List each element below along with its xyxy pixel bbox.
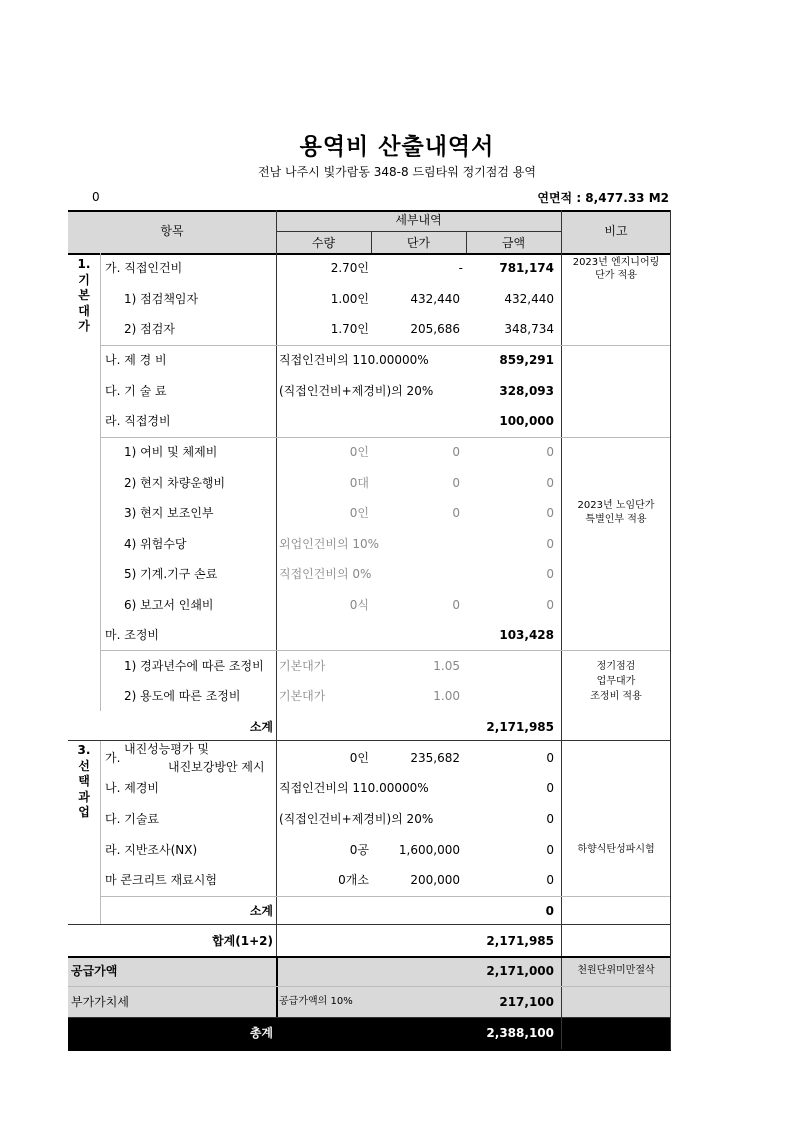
cost-table (68, 210, 671, 1050)
section1-subtotal: 2,171,985 (486, 720, 554, 734)
header-remark: 비고 (604, 224, 628, 238)
row-unit: 0 (452, 598, 460, 612)
section1-vline (100, 253, 101, 711)
row-prefix: 가. (105, 751, 121, 765)
row-unit: 205,686 (410, 322, 460, 336)
row-detail: 기본대가 (279, 659, 326, 673)
row-label: 다. 기 술 료 (105, 384, 167, 398)
row-qty: 1.70인 (330, 322, 369, 336)
row-unit: 432,440 (410, 292, 460, 306)
supply-amount: 2,171,000 (486, 964, 554, 978)
row-unit: 200,000 (410, 873, 460, 887)
row-label: 2) 점검자 (124, 322, 175, 336)
row-detail: (직접인건비+제경비)의 20% (279, 812, 434, 826)
remark-wage: 2023년 노임단가 특별인부 적용 (577, 500, 655, 525)
left-code: 0 (92, 190, 100, 204)
header-vline (466, 231, 467, 253)
table-top-border (68, 210, 671, 212)
supply-label: 공급가액 (71, 964, 118, 978)
row-qty: 0인 (349, 751, 369, 765)
row-amount: 0 (546, 598, 554, 612)
header-bottom-border (68, 253, 671, 255)
row-qty: 0인 (349, 445, 369, 459)
row-detail: (직접인건비+제경비)의 20% (279, 384, 434, 398)
row-amount: 103,428 (499, 628, 554, 642)
col-detail-vline-bottom (276, 956, 278, 1050)
remark-adjustment: 정기점검 업무대가 조정비 적용 (590, 661, 642, 702)
row-detail: 직접인건비의 110.00000% (279, 781, 429, 795)
row-label-line2: 내진보강방안 제시 (168, 760, 265, 774)
row-detail: 외업인건비의 10% (279, 537, 380, 551)
row-amount: 0 (546, 812, 554, 826)
row-separator (100, 650, 671, 651)
row-amount: 859,291 (499, 353, 554, 367)
table-right-border (670, 210, 671, 1050)
header-qty: 수량 (311, 236, 336, 250)
row-label: 나. 제경비 (105, 781, 159, 795)
row-amount: 0 (546, 751, 554, 765)
row-unit: 235,682 (410, 751, 460, 765)
row-label-line1: 내진성능평가 및 (124, 742, 209, 756)
row-qty: 2.70인 (330, 261, 369, 275)
row-amount: 100,000 (499, 414, 554, 428)
subtotal3-border (68, 924, 671, 925)
row-amount: 0 (546, 506, 554, 520)
row-detail: 기본대가 (279, 689, 326, 703)
row-amount: 781,174 (499, 261, 554, 275)
row-label: 4) 위험수당 (124, 537, 187, 551)
row-separator (100, 345, 671, 346)
sum-label: 합계(1+2) (212, 934, 273, 948)
row-qty: 1.00인 (330, 292, 369, 306)
vat-label: 부가가치세 (71, 995, 129, 1009)
row-unit: 0 (452, 476, 460, 490)
row-qty: 0개소 (338, 873, 369, 887)
vat-amount: 217,100 (499, 995, 554, 1009)
row-unit: 1.05 (433, 659, 460, 673)
row-label: 라. 지반조사(NX) (105, 843, 198, 857)
row-amount: 0 (546, 537, 554, 551)
row-unit: 0 (452, 445, 460, 459)
row-qty: 0공 (349, 843, 369, 857)
header-divider (276, 231, 561, 232)
row-remark: 하향식탄성파시험 (577, 844, 655, 855)
row-qty: 0대 (349, 476, 369, 490)
row-label: 1) 여비 및 체제비 (124, 445, 218, 459)
page-title: 용역비 산출내역서 (299, 134, 495, 160)
row-amount: 432,440 (504, 292, 554, 306)
row-label: 6) 보고서 인쇄비 (124, 598, 214, 612)
col-detail-vline (276, 210, 277, 956)
row-unit: - (458, 261, 463, 275)
header-amount: 금액 (501, 236, 526, 250)
remark-engineering: 2023년 엔지니어링 단가 적용 (572, 257, 660, 281)
row-amount: 328,093 (499, 384, 554, 398)
header-detail: 세부내역 (395, 213, 442, 227)
floor-area: 연면적 : 8,477.33 M2 (537, 191, 669, 205)
row-amount: 0 (546, 781, 554, 795)
row-qty: 0식 (349, 598, 369, 612)
sum-border (68, 956, 671, 958)
table-bottom-border (68, 1049, 671, 1051)
row-amount: 348,734 (504, 322, 554, 336)
row-unit: 1.00 (433, 689, 460, 703)
header-item: 항목 (160, 224, 184, 238)
header-unit-price: 단가 (406, 236, 431, 250)
page-subtitle: 전남 나주시 빛가람동 348-8 드림타워 정기점검 용역 (257, 165, 536, 179)
row-unit: 0 (452, 506, 460, 520)
row-label: 가. 직접인건비 (105, 261, 183, 275)
row-label: 마 콘크리트 재료시험 (105, 873, 217, 887)
row-qty: 0인 (349, 506, 369, 520)
row-label: 1) 점검책임자 (124, 292, 199, 306)
sum-amount: 2,171,985 (486, 934, 554, 948)
row-separator (100, 437, 671, 438)
vat-detail: 공급가액의 10% (279, 996, 353, 1007)
row-label: 5) 기계.기구 손료 (124, 567, 218, 581)
row-unit: 1,600,000 (398, 843, 460, 857)
vat-background (68, 986, 671, 1017)
subtotal1-border (68, 740, 671, 741)
row-label: 1) 경과년수에 따른 조정비 (124, 659, 264, 673)
row-label: 3) 현지 보조인부 (124, 506, 214, 520)
row-label: 라. 직접경비 (105, 414, 171, 428)
vat-border (68, 1017, 671, 1018)
section1-label: 1. 기 본 대 가 (77, 257, 91, 333)
row-separator (100, 896, 671, 897)
row-amount: 0 (546, 567, 554, 581)
row-amount: 0 (546, 873, 554, 887)
section1-subtotal-label: 소계 (249, 720, 273, 734)
row-detail: 직접인건비의 110.00000% (279, 353, 429, 367)
row-label: 2) 용도에 따른 조정비 (124, 689, 241, 703)
row-amount: 0 (546, 445, 554, 459)
row-detail: 직접인건비의 0% (279, 567, 372, 581)
row-label: 나. 제 경 비 (105, 353, 167, 367)
row-label: 다. 기술료 (105, 812, 159, 826)
row-amount: 0 (546, 843, 554, 857)
header-vline (371, 231, 372, 253)
section3-subtotal-label: 소계 (249, 904, 273, 918)
section3-subtotal: 0 (545, 904, 554, 918)
section3-label: 3. 선 택 과 업 (77, 743, 91, 819)
total-amount: 2,388,100 (486, 1026, 554, 1040)
row-label: 마. 조정비 (105, 628, 159, 642)
total-label: 총계 (249, 1026, 273, 1040)
row-label: 2) 현지 차량운행비 (124, 476, 226, 490)
supply-remark: 천원단위미만절삭 (577, 965, 655, 976)
row-amount: 0 (546, 476, 554, 490)
supply-border (68, 986, 671, 987)
